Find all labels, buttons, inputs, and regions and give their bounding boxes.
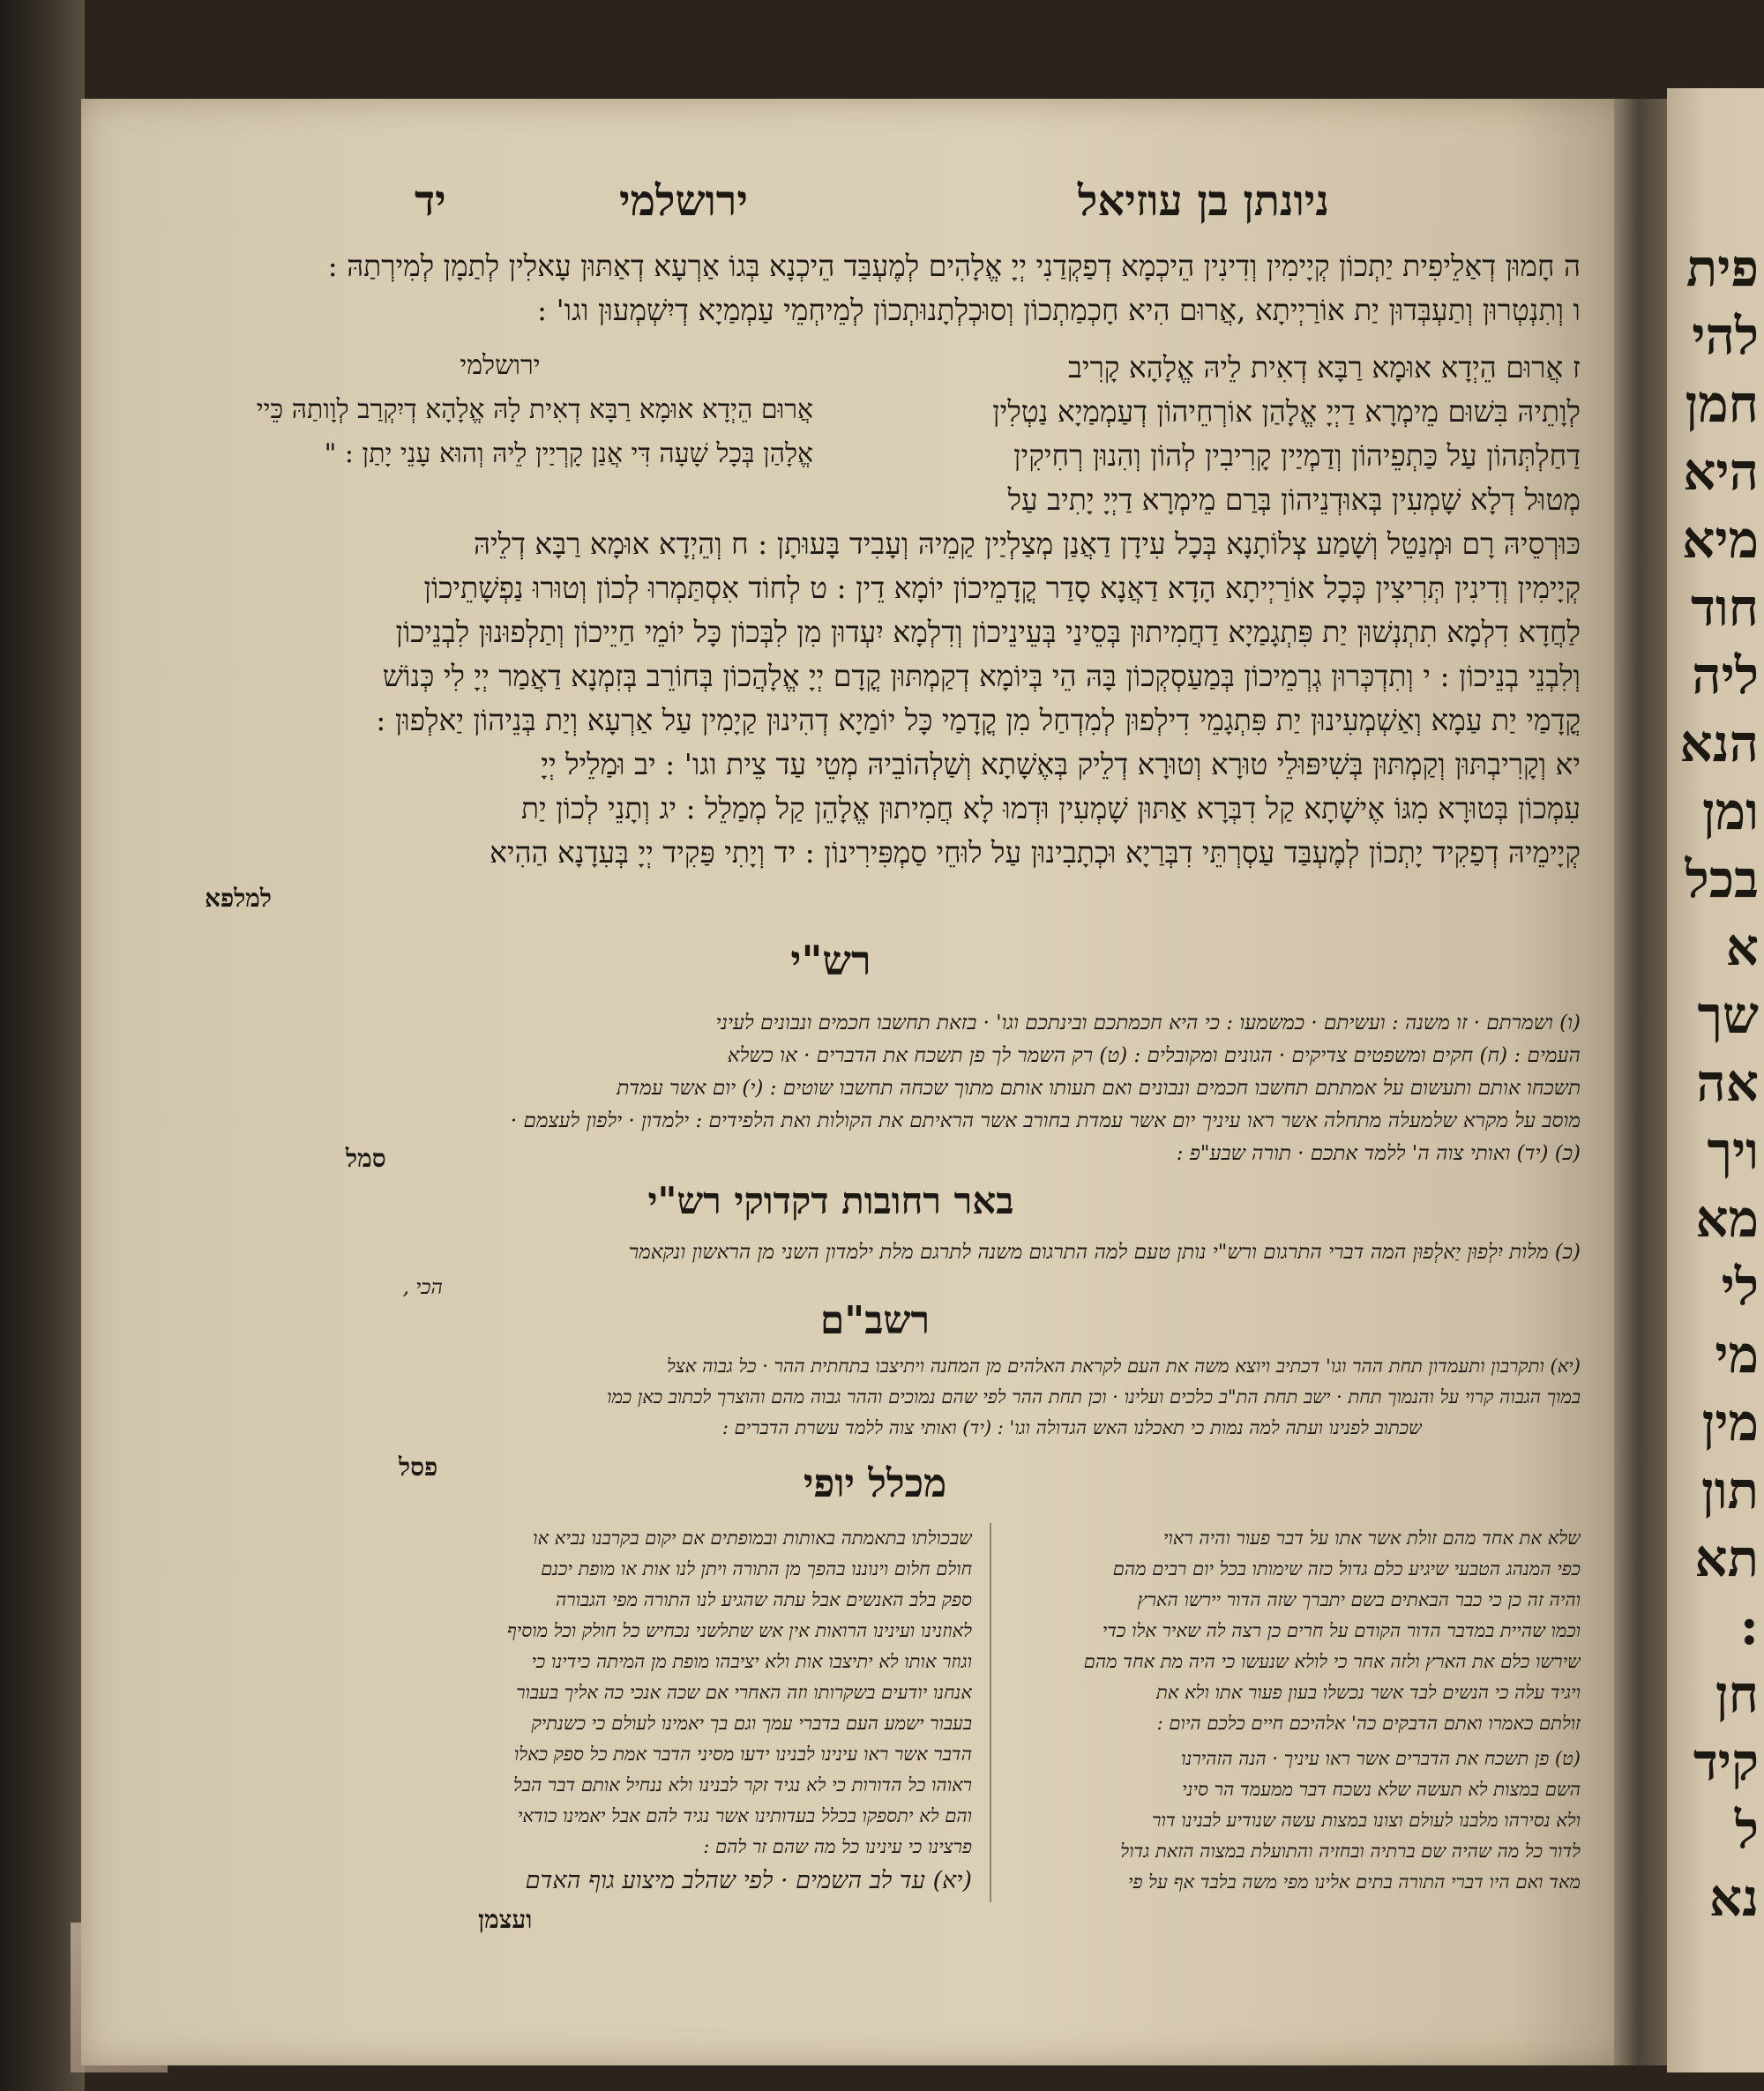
michlal-right-line: ולא נסירהו מלבנו לעולם וצונו במצות עשה שנודיע לבנינו דור <box>1152 1810 1581 1831</box>
targum-right-line: לְוָתֵיהּ בִּשׁוּם מֵימְרָא דַיְיָ אֱלָהַן אוֹרְחֵיהוֹן דְעַמְמַיָא נַטְלִין <box>992 394 1581 429</box>
targum-line: קְיָימֵיהּ דְפַקִיד יָתְכוֹן לְמֶעְבַּד עַסְרְתֵּי דִבְּרַיָא וּכְתָבִינוּן עַל לוּחֵי סַמְפִּירִינוֹן : יד וְיָתִי פַּקִיד יְיָ בְּעִדָנָא הַהִיא <box>490 835 1581 870</box>
rashi-heading: רש"י <box>790 937 871 984</box>
next-page-fragment: להי <box>1692 306 1759 366</box>
next-page-fragment: ומן <box>1701 781 1759 841</box>
beer-line: הכי , <box>402 1276 443 1299</box>
targum-line: וְלִבְנֵי בְנֵיכוֹן : י וְתִדְכְּרוּן גְרְמֵיכוֹן בְּמַעַסְקְכוֹן בָּהּ הֵי בְּיוֹמָא דְקַמְתּוּן קֳדָם יְיָ אֱלָהֲכוֹן בְּחוֹרֵב בְּזִמְנָא דַאֲמַר יְיָ לִי כְּנוֹשׁ <box>382 659 1581 693</box>
page-number: יד <box>415 176 446 226</box>
targum-line: לַחֲדָא דִלְמָא תִתְנְשׁוּן יַת פִּתְגָמַיָא דַחֲמִיתוּן בְּסֵינַי בְּעֵינֵיכוֹן וְדִלְמָא יִעְדוּן מִן לִבְּכוֹן כָּל יוֹמֵי חַיֵיכוֹן וְתַלְפוּנוּן לִבְנֵיכוֹן <box>395 615 1581 649</box>
targum-line: כּוּרְסֵיהּ רָם וּמְנַטֵל וְשָׁמַע צְלוֹתָנָא בְּכָל עִידָן דַאֲנַן מְצַלְיַין קַמֵיהּ וְעָבִיד בָּעוּתָן : ח וְהֵיְדָא אוּמָא רַבָּא דְלֵיהּ <box>473 526 1581 561</box>
michlal-right-line: ויגיד עלה כי הנשים לבד אשר נכשלו בעון פעור אתו ולא את <box>1155 1682 1581 1703</box>
michlal-right-line: והיה זה כן כי כבר הבאתים בשם יתברך שזה הדור יירשו הארץ <box>1137 1589 1581 1610</box>
rashi-catchword: סמל <box>346 1144 386 1173</box>
michlal-right-line: (ט) פן תשכח את הדברים אשר ראו עיניך · הנה הזהירנו <box>1181 1748 1581 1769</box>
michlal-left-line: וגוזר אותו לא יתיצבו אות ולא יציבהו מופת מן המיתה כידינו כי <box>531 1651 972 1672</box>
next-page-fragment: חמן <box>1685 374 1759 434</box>
next-page-fragment: : <box>1739 1596 1759 1656</box>
header-right-title: ניונתן בן עוזיאל <box>1077 176 1329 226</box>
next-page-edge <box>1667 88 1764 2072</box>
michlal-left-line: והם לא יתספקו בכלל בעדותינו אשר נגיד להם אבל יאמינו כודאי <box>517 1805 972 1826</box>
yerushalmi-line: אֲרוּם הֵיְדָא אוּמָא רַבָּא דְאִית לָהּ אֱלָהָא דְיִקְרַב לְוָותַהּ כֵּיי <box>256 394 813 425</box>
michlal-right-line: כפי המנהג הטבעי שיגיע כלם גדול כזה שימותו בכל יום רבים מהם <box>1112 1558 1581 1579</box>
targum-line: קֳדָמַי יַת עַמָא וְאַשְׁמְעִינוּן יַת פִּתְגָמֵי דִילְפוּן לְמִדְחַל מִן קֳדָמַי כָּל יוֹמַיָא דְהִינוּן קַיָמִין עַל אַרְעָא וְיַת בְּנֵיהוֹן יַאלְפוּן : <box>376 703 1581 737</box>
book-cover-edge <box>0 0 85 2091</box>
next-page-fragment: לי <box>1721 1257 1759 1317</box>
michlal-right-line: מאד ואם היו דברי התורה בתים אלינו מפי משה בלבד אף על פי <box>1128 1871 1581 1893</box>
next-page-fragment: מי <box>1715 1325 1759 1385</box>
next-page-fragment: פית <box>1686 238 1759 298</box>
rashbam-line: במוך הגבוה קרוי על והנמוך תחת · ישב תחת הת"ב כלכים ועלינו · וכן תחת ההר לפי שהם נמוכים וההר גבוה מהם והוצרך לכתוב כאן כמו <box>607 1386 1581 1408</box>
targum-line: עִמְכוֹן בְּטוּרָא מִגּוֹ אֶישָׁתָא קַל דִבְּרָא אַתּוּן שָׁמְעִין וּדְמוּ לָא חֲמִיתוּן אֱלָהֵן קַל מְמַלֵל : יג וְתָנֵי לְכוֹן יַת <box>520 791 1581 825</box>
rashbam-catchword: פסל <box>399 1452 438 1482</box>
next-page-fragment: היא <box>1683 442 1759 502</box>
next-page-fragment: מיא <box>1682 510 1759 570</box>
michlal-left-line: ראוהו כל הדורות כי לא נגיד זקר לבנינו ולא ננחיל אותם דבר הבל <box>513 1774 972 1796</box>
beer-heading: באר רחובות דקדוקי רש"י <box>647 1179 1014 1222</box>
rashbam-line: (יא) ותקרבון ותעמדון תחת ההר וגו' דכתיב ויוצא משה את העם לקראת האלהים מן המחנה ויתיצבו בתחתית ההר · כל גבוה אצל <box>666 1355 1581 1377</box>
book-page <box>81 99 1633 2065</box>
rashi-line: (כ) (יד) ואותי צוה ה' ללמד אתכם · תורה שבע"פ : <box>1176 1142 1581 1165</box>
michlal-left-line: פרצינו כי עינינו כל מה שהם זר להם : <box>703 1836 972 1857</box>
next-page-fragment: חוד <box>1690 578 1759 638</box>
targum-line: ה חָמוּן דְאַלֵיפִית יַתְכוֹן קְיָימִין וְדִינִין הֵיכְמָא דְפַקְדַנִי יְיָ אֱלָהִים לְמֶעְבַּד הֵיכְנָא בְּגוֹ אַרְעָא דְאַתּוּן עָאלִין לְתַמָן לְמִירְתַהּ : <box>327 249 1581 283</box>
michlal-left-line: שבכולתו בתאמתה באותות ובמופתים אם יקום בקרבנו נביא או <box>533 1527 972 1549</box>
michlal-left-line: חולם חלום וינוננו בהפך מן התורה ויתן לנו אות או מופת יכנם <box>541 1558 972 1579</box>
next-page-fragment: חן <box>1715 1664 1759 1724</box>
michlal-catchword: ועצמן <box>478 1905 533 1934</box>
next-page-fragment: מין <box>1701 1393 1759 1452</box>
rashi-line: העמים : (ח) חקים ומשפטים צדיקים · הגונים ומקובלים : (ט) רק השמר לך פן תשכח את הדברים · או כשלא <box>727 1044 1581 1067</box>
next-page-fragment: תון <box>1701 1460 1759 1520</box>
rashbam-heading: רשב"ם <box>819 1298 931 1343</box>
next-page-fragment: הנא <box>1679 713 1759 773</box>
michlal-left-line: אנחנו יודעים בשקרותו וזה האחרי אם שכה אנכי כה אליך בעבור <box>516 1682 972 1703</box>
book-gutter <box>1614 99 1669 2065</box>
targum-line: יא וְקָרִיבְתּוּן וְקַמְתּוּן בְּשִׁיפּוּלֵי טוּרָא וְטוּרָא דְלֵיק בְּאֶשָׁתָא וְשַׁלְהוֹבֵיהּ מְטֵי עַד צֵית וגו' : יב וּמַלֵיל יְיָ <box>541 747 1581 781</box>
beer-line: (כ) מלות יִלְפוּן יַאלְפוּן המה דברי התרגום ורש"י נותן טעם למה התרגום משנה לתרגם מלת ילמדון השני מן הראשון ונקאמר <box>628 1241 1581 1264</box>
next-page-fragment: תא <box>1694 1528 1759 1588</box>
rashi-line: תשכחו אותם ותעשום על אמתתם תחשבו חכמים ונבונים ואם תעותו אותם מתוך שכחה תחשבו שוטים : (י) יום אשר עמדת <box>617 1077 1581 1100</box>
next-page-fragment: ליה <box>1692 646 1759 706</box>
michlal-left-line: ספק בלב האנשים אבל עתה שהגיע לנו התורה מפי הגבורה <box>555 1589 972 1610</box>
next-page-fragment: מא <box>1695 1189 1759 1249</box>
targum-right-line: דַחַלְתְּהוֹן עַל כַּתְפֵיהוֹן וְדַמְיַין קָרִיבִין לְהוֹן וְהִנוּן רְחִיקִין <box>1013 438 1581 473</box>
catchword: למלפא <box>205 884 273 913</box>
michlal-left-line: בעבור ישמע העם בדברי עמך וגם בך יאמינו לעולם כי כשנתיק <box>531 1713 972 1734</box>
targum-line: ו וְתִנְטְרוּן וְתַעְבְּדוּן יַת אוֹרַיְיתָא ,אֲרוּם הִיא חָכְמַתְכוֹן וְסוּכְלְתָנוּתְכוֹן לְמֵיחְמֵי עַמְמַיָא דְיִשְׁמְעוּן וגו' : <box>537 293 1581 327</box>
rashbam-line: שכתוב לפנינו ועתה למה נמות כי תאכלנו האש הגדולה וגו' : (יד) ואותי צוה ללמד עשרת הדברים : <box>721 1417 1422 1438</box>
next-page-fragment: ל <box>1734 1800 1759 1860</box>
michlal-left-line: הדבר אשר ראו עינינו לבנינו ידעו מסיני הדבר אמת כל ספק כאלו <box>513 1744 972 1765</box>
next-page-fragment: א <box>1725 917 1759 977</box>
rashi-line: מוסב על מקרא שלמעלה מתחלה אשר ראו עיניך יום אשר עמדת בחורב אשר הראיתם את הקולות ואת הלפידים : ילמדון · ילפון לעצמם · <box>510 1109 1581 1132</box>
next-page-fragment: קיד <box>1693 1732 1759 1792</box>
rashi-line: (ו) ושמרתם · זו משנה : ועשיתם · כמשמעו : כי היא חכמתכם ובינתכם וגו' · בזאת תחשבו חכמים ונבונים לעיני <box>715 1012 1581 1034</box>
next-page-fragment: שך <box>1697 985 1759 1045</box>
michlal-heading: מכלל יופי <box>803 1461 947 1506</box>
michlal-right-line: וכמו שהיית במדבר הדור הקודם על חרים כן רצה לה שאיר אלו כדי <box>1102 1620 1581 1641</box>
next-page-fragment: נא <box>1708 1868 1759 1928</box>
next-page-fragment: ויך <box>1707 1121 1759 1181</box>
column-divider <box>990 1523 991 1902</box>
targum-right-line: מְטוּל דְלָא שָׁמְעִין בְּאוּדְנֵיהוֹן בְּרַם מֵימְרָא דַיְיָ יָתִיב עַל <box>1007 482 1581 517</box>
michlal-left-line: לאוזנינו ועינינו הרואות אין אש שתלשני נכחיש כל חולק וכל מוסיף <box>506 1620 972 1641</box>
targum-right-line: ז אֲרוּם הֵיְדָא אוּמָא רַבָּא דְאִית לֵיהּ אֱלָהָא קָרִיב <box>1068 350 1581 385</box>
next-page-fragment: אה <box>1696 1053 1759 1113</box>
header-left-title: ירושלמי <box>619 176 748 226</box>
targum-line: קְיָימִין וְדִינִין תְּרִיצִין כְּכָל אוֹרַיְיתָא הָדָא דַאֲנָא סָדַר קֳדָמֵיכוֹן יוֹמָא דֵין : ט לְחוֹד אִסְתַּמְרוּ לְכוֹן וְטוּרוּ נַפְשָׁתֵיכוֹן <box>423 571 1581 605</box>
michlal-right-line: לדור כל מה שהיה שם ברתיה ובחזיה והתועלת במצוה הזאת גדול <box>1120 1841 1581 1862</box>
yerushalmi-line: אֱלָהַן בְּכָל שָׁעָה דִּי אֲנַן קָרְיַין לֵיהּ וְהוּא עָנֵי יָתַן : " <box>324 438 813 469</box>
michlal-bottom-line: (יא) עד לב השמים · לפי שהלב מיצוע גוף האדם <box>525 1867 972 1894</box>
michlal-right-line: שלא את אחד מהם זולת אשר אתו על דבר פעור והיה ראוי <box>1162 1527 1581 1549</box>
michlal-right-line: זולתם כאמרו ואתם הדבקים כה' אלהיכם חיים כלכם היום : <box>1156 1713 1581 1734</box>
michlal-right-line: השם במצות לא תעשה שלא נשכח דבר ממעמד הר סיני <box>1182 1779 1581 1800</box>
next-page-fragment: בכל <box>1685 849 1759 909</box>
yerushalmi-label: ירושלמי <box>460 350 541 381</box>
michlal-right-line: שירשו כלם את הארץ ולזה אחר כי לולא שנעשו כי היה מת אחד מהם <box>1083 1651 1581 1672</box>
